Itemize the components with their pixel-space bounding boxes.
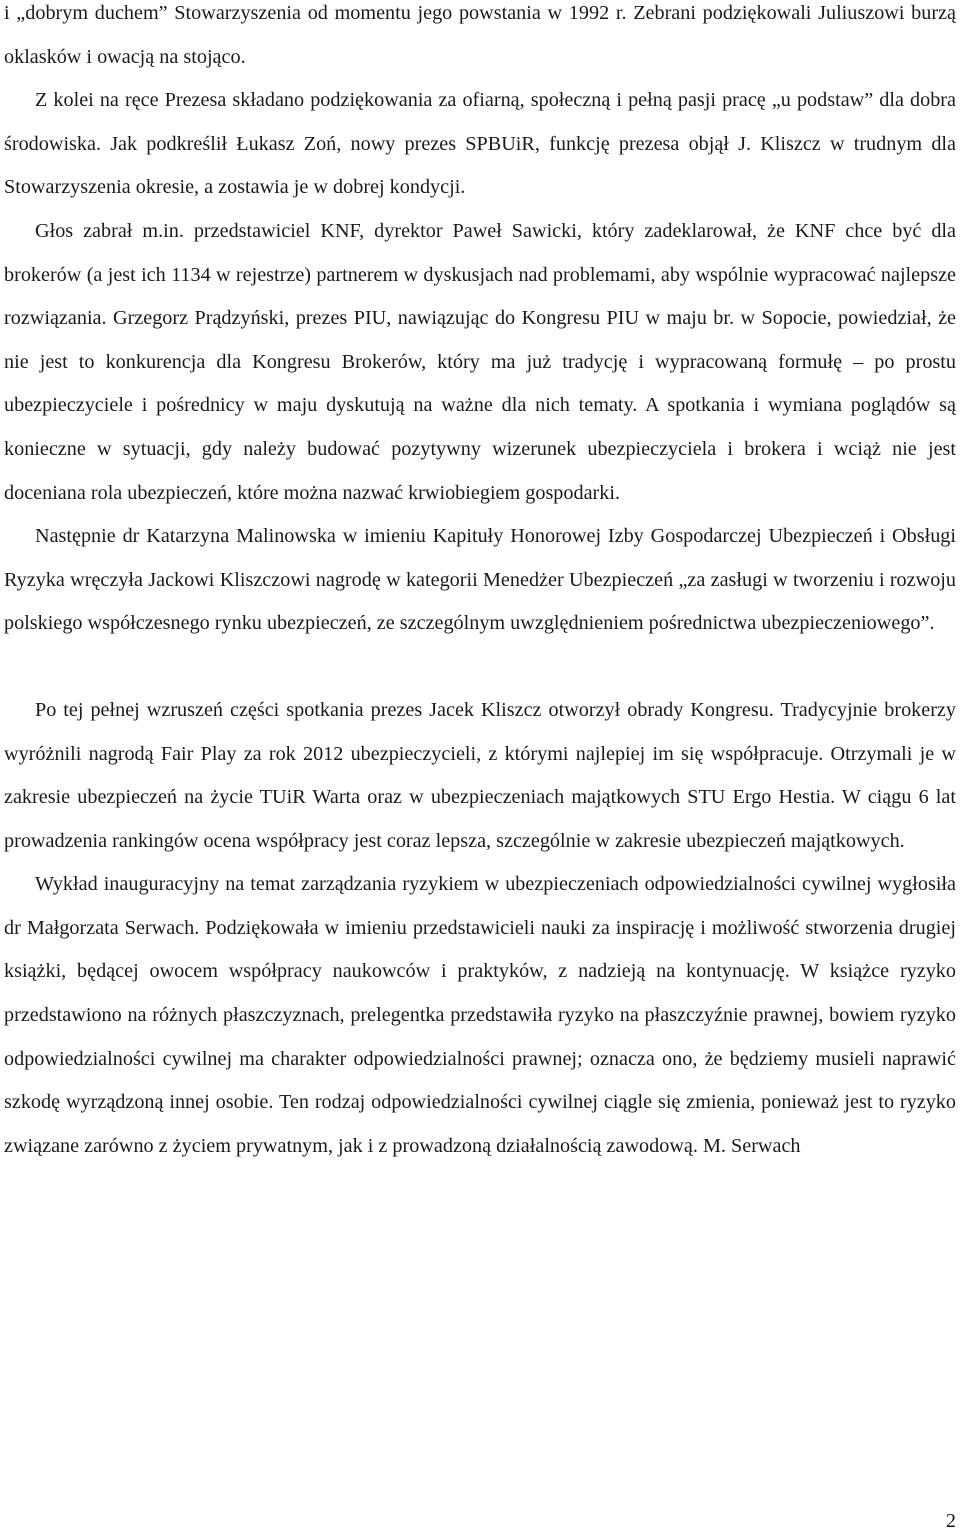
document-page	[4, 0, 956, 1168]
paragraph-4: Następnie dr Katarzyna Malinowska w imieniu Kapituły Honorowej Izby Gospodarczej Ubezpieczeń i Obsługi Ryzyka wręczyła Jackowi Kliszczowi nagrodę w kategorii Menedżer Ubezpieczeń „za zasługi w tworzeniu i rozwoju polskiego współczesnego rynku ubezpieczeń, ze szczególnym uwzględnieniem pośrednictwa ubezpieczeniowego”.	[4, 525, 956, 635]
page-number: 2	[945, 1510, 956, 1532]
paragraph-spacer	[4, 646, 956, 689]
paragraph-6: Wykład inauguracyjny na temat zarządzania ryzykiem w ubezpieczeniach odpowiedzialności cywilnej wygłosiła dr Małgorzata Serwach. Podziękowała w imieniu przedstawicieli nauki za inspirację i możliwość stworzenia drugiej książki, będącej owocem współpracy naukowców i praktyków, z nadzieją na kontynuację. W książce ryzyko przedstawiono na różnych płaszczyznach, prelegentka przedstawiła ryzyko na płaszczyźnie prawnej, bowiem ryzyko odpowiedzialności cywilnej ma charakter odpowiedzialności prawnej; oznacza ono, że będziemy musieli naprawić szkodę wyrządzoną innej osobie. Ten rodzaj odpowiedzialności cywilnej ciągle się zmienia, ponieważ jest to ryzyko związane zarówno z życiem prywatnym, jak i z prowadzoną działalnością zawodową. M. Serwach	[4, 873, 956, 1157]
paragraph-1: i „dobrym duchem” Stowarzyszenia od momentu jego powstania w 1992 r. Zebrani podziękowali Juliuszowi burzą oklasków i owacją na stojąco.	[4, 2, 956, 68]
paragraph-3: Głos zabrał m.in. przedstawiciel KNF, dyrektor Paweł Sawicki, który zadeklarował, że KNF chce być dla brokerów (a jest ich 1134 w rejestrze) partnerem w dyskusjach nad problemami, aby wspólnie wypracować najlepsze rozwiązania. Grzegorz Prądzyński, prezes PIU, nawiązując do Kongresu PIU w maju br. w Sopocie, powiedział, że nie jest to konkurencja dla Kongresu Brokerów, który ma już tradycję i wypracowaną formułę – po prostu ubezpieczyciele i pośrednicy w maju dyskutują na ważne dla nich tematy. A spotkania i wymiana poglądów są konieczne w sytuacji, gdy należy budować pozytywny wizerunek ubezpieczyciela i brokera i wciąż nie jest doceniana rola ubezpieczeń, które można nazwać krwiobiegiem gospodarki.	[4, 219, 956, 504]
paragraph-5: Po tej pełnej wzruszeń części spotkania prezes Jacek Kliszcz otworzył obrady Kongresu. Tradycyjnie brokerzy wyróżnili nagrodą Fair Play za rok 2012 ubezpieczycieli, z którymi najlepiej im się współpracuje. Otrzymali je w zakresie ubezpieczeń na życie TUiR Warta oraz w ubezpieczeniach majątkowych STU Ergo Hestia. W ciągu 6 lat prowadzenia rankingów ocena współpracy jest coraz lepsza, szczególnie w zakresie ubezpieczeń majątkowych.	[4, 698, 956, 852]
paragraph-2: Z kolei na ręce Prezesa składano podziękowania za ofiarną, społeczną i pełną pasji pracę „u podstaw” dla dobra środowiska. Jak podkreślił Łukasz Zoń, nowy prezes SPBUiR, funkcję prezesa objął J. Kliszcz w trudnym dla Stowarzyszenia okresie, a zostawia je w dobrej kondycji.	[4, 89, 956, 199]
